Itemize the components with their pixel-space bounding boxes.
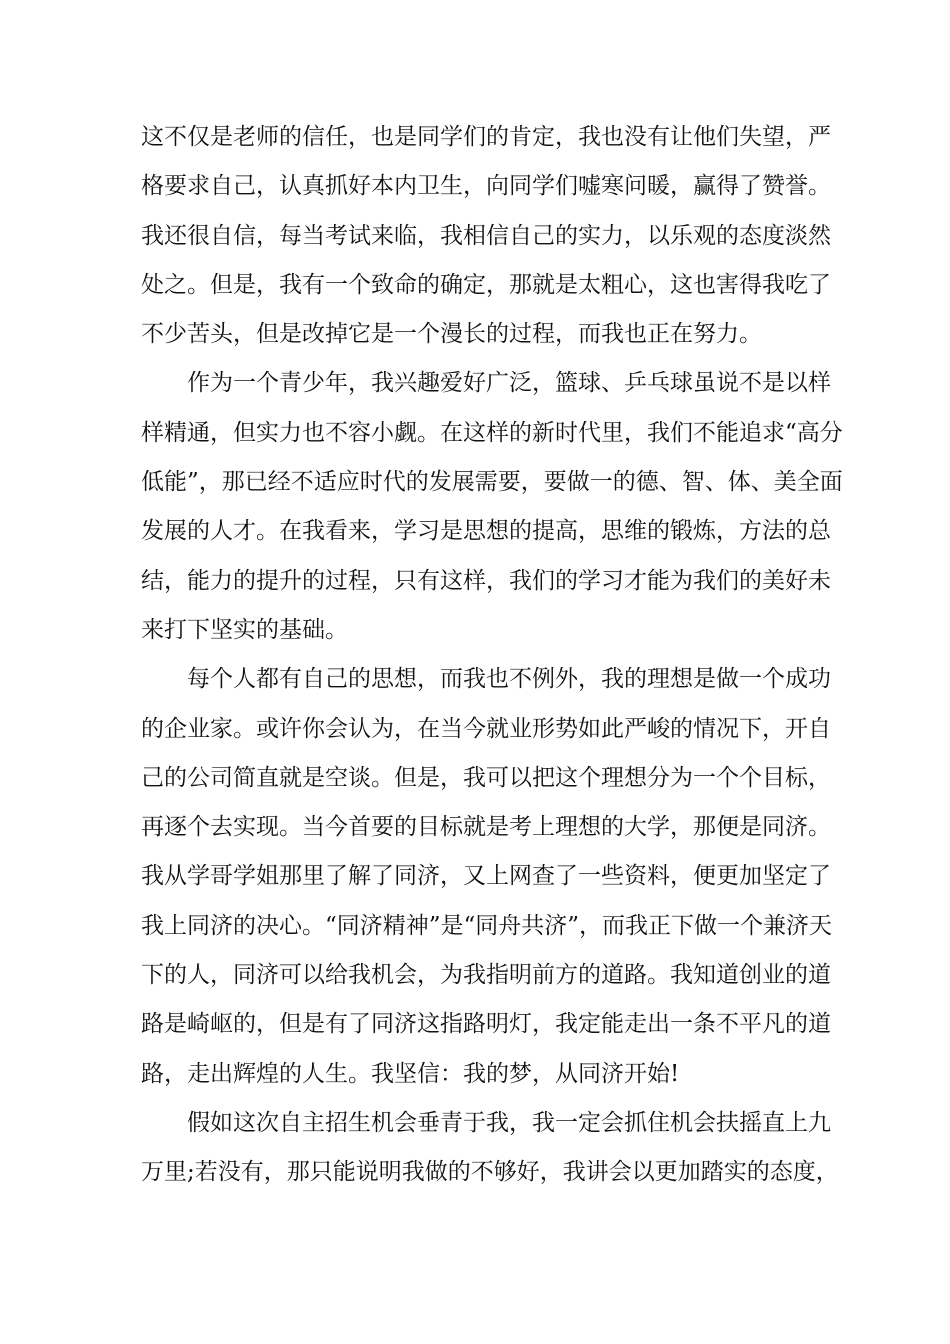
text-line: 低能”，那已经不适应时代的发展需要，要做一的德、智、体、美全面: [141, 469, 843, 496]
text-line: 的企业家。或许你会认为，在当今就业形势如此严峻的情况下，开自: [141, 715, 831, 742]
paragraph-first-line: 假如这次自主招生机会垂青于我，我一定会抓住机会扶摇直上九: [187, 1109, 831, 1136]
body-text: [141, 113, 843, 1198]
text-line: 不少苦头，但是改掉它是一个漫长的过程，而我也正在努力。: [141, 321, 762, 348]
text-line: 样精通，但实力也不容小觑。在这样的新时代里，我们不能追求“高分: [141, 419, 843, 446]
text-line: 这不仅是老师的信任，也是同学们的肯定，我也没有让他们失望，严: [141, 124, 831, 150]
text-line: 再逐个去实现。当今首要的目标就是考上理想的大学，那便是同济。: [141, 814, 831, 841]
paragraph-first-line: 每个人都有自己的思想，而我也不例外，我的理想是做一个成功: [187, 666, 831, 693]
text-line: 路是崎岖的，但是有了同济这指路明灯，我定能走出一条不平凡的道: [141, 1011, 831, 1038]
text-line: 我从学哥学姐那里了解了同济，又上网查了一些资料，便更加坚定了: [141, 863, 831, 890]
text-line: 格要求自己，认真抓好本内卫生，向同学们嘘寒问暖，赢得了赞誉。: [141, 173, 831, 200]
text-line: 万里;若没有，那只能说明我做的不够好，我讲会以更加踏实的态度，: [141, 1159, 839, 1186]
text-line: 来打下坚实的基础。: [141, 616, 348, 643]
text-line: 结，能力的提升的过程，只有这样，我们的学习才能为我们的美好未: [141, 567, 831, 594]
text-line: 发展的人才。在我看来，学习是思想的提高，思维的锻炼，方法的总: [141, 518, 831, 545]
paragraph-first-line: 作为一个青少年，我兴趣爱好广泛，篮球、乒乓球虽说不是以样: [187, 370, 831, 397]
text-line: 我上同济的决心。“同济精神”是“同舟共济”，而我正下做一个兼济天: [141, 912, 833, 939]
text-line: 下的人，同济可以给我机会，为我指明前方的道路。我知道创业的道: [141, 962, 831, 989]
text-line: 己的公司简直就是空谈。但是，我可以把这个理想分为一个个目标，: [141, 764, 831, 791]
text-line: 我还很自信，每当考试来临，我相信自己的实力，以乐观的态度淡然: [141, 222, 831, 249]
text-line: 处之。但是，我有一个致命的确定，那就是太粗心，这也害得我吃了: [141, 271, 831, 298]
text-line: 路，走出辉煌的人生。我坚信：我的梦，从同济开始!: [141, 1060, 680, 1087]
